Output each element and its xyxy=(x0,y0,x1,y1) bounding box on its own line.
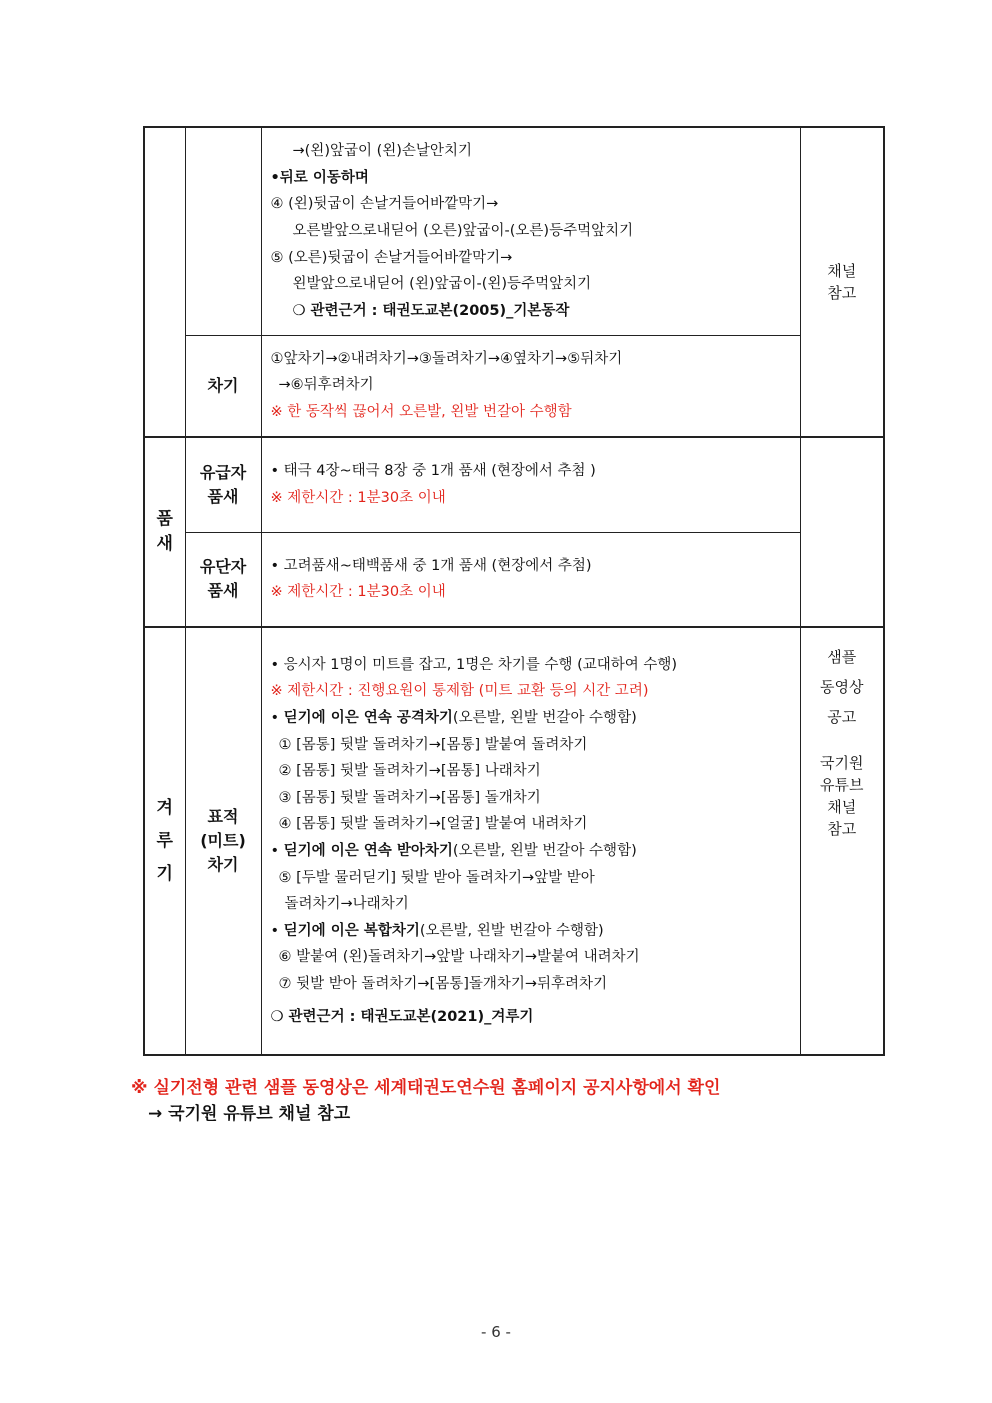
category-char: 기 xyxy=(156,863,173,884)
content-note-line: ※ 제한시간 : 1분30초 이내 xyxy=(270,584,446,601)
content-cell-dan-poomsae xyxy=(261,532,800,627)
reference-line: ❍ 관련근거 : 태권도교본(2021)_겨루기 xyxy=(270,1008,534,1025)
content-heading-line: • 딛기에 이은 연속 받아차기(오른발, 왼발 번갈아 수행함) xyxy=(270,843,637,859)
note-line: 채널 xyxy=(827,262,857,280)
category-char: 품 xyxy=(156,509,173,529)
subcategory-label: 품새 xyxy=(207,581,239,601)
content-line: ③ [몸통] 뒷발 돌려차기→[몸통] 돌개차기 xyxy=(278,789,541,806)
subcategory-dan-poomsae xyxy=(185,532,261,627)
content-line: • 태극 4장~태극 8장 중 1개 품새 (현장에서 추첨 ) xyxy=(270,463,596,480)
note-line: 참고 xyxy=(827,820,857,838)
note-line: 공고 xyxy=(827,708,857,726)
footer-reference: → 국기원 유튜브 채널 참고 xyxy=(148,1104,351,1124)
subcategory-label: (미트) xyxy=(200,831,246,850)
content-note-line: ※ 제한시간 : 진행요원이 통제함 (미트 교환 등의 시간 고려) xyxy=(270,683,649,700)
category-char: 루 xyxy=(156,830,173,851)
note-line: 유튜브 xyxy=(820,776,864,794)
subcategory-label: 차기 xyxy=(207,375,239,395)
category-char: 새 xyxy=(156,534,173,554)
content-line: • 고려품새~태백품새 중 1개 품새 (현장에서 추첨) xyxy=(270,557,592,574)
content-line: ⑤ (오른)뒷굽이 손날거들어바깥막기→ xyxy=(270,249,513,266)
category-poomsae xyxy=(144,437,185,627)
subcategory-label: 유급자 xyxy=(199,462,247,482)
subcategory-kick xyxy=(185,335,261,437)
subcategory-label: 품새 xyxy=(207,486,239,506)
content-line: ① [몸통] 뒷발 돌려차기→[몸통] 발붙여 돌려차기 xyxy=(278,736,588,753)
heading-suffix: (오른발, 왼발 번갈아 수행함) xyxy=(419,922,604,939)
content-line: ⑦ 뒷발 받아 돌려차기→[몸통]돌개차기→뒤후려차기 xyxy=(278,975,608,992)
footer-notice: ※ 실기전형 관련 샘플 동영상은 세계태권도연수원 홈페이지 공지사항에서 확인 xyxy=(131,1078,721,1098)
content-heading-line: • 딛기에 이은 연속 공격차기(오른발, 왼발 번갈아 수행함) xyxy=(270,710,637,727)
content-note-line: ※ 제한시간 : 1분30초 이내 xyxy=(270,489,446,506)
content-line: →(왼)앞굽이 (왼)손날안치기 xyxy=(292,143,472,160)
heading-text: 딛기에 이은 복합차기 xyxy=(283,922,420,939)
content-line: 돌려차기→나래차기 xyxy=(284,896,409,913)
subcategory-cell-empty xyxy=(185,127,261,335)
note-cell-channel xyxy=(800,127,884,437)
note-cell-sample-video xyxy=(800,627,884,1055)
exam-table xyxy=(143,126,885,1056)
subcategory-label: 표적 xyxy=(207,807,239,826)
note-line: 국기원 xyxy=(820,754,864,772)
content-cell-kup-poomsae xyxy=(261,437,800,532)
content-line: •뒤로 이동하며 xyxy=(270,169,369,186)
heading-suffix: (오른발, 왼발 번갈아 수행함) xyxy=(452,710,637,727)
subcategory-label: 차기 xyxy=(207,855,239,874)
note-line: 채널 xyxy=(827,798,857,816)
note-line: 참고 xyxy=(827,284,857,302)
content-line: →⑥뒤후려차기 xyxy=(278,377,374,394)
category-sparring xyxy=(144,627,185,1055)
note-line: 샘플 xyxy=(827,648,857,666)
content-line: ①앞차기→②내려차기→③돌려차기→④옆차기→⑤뒤차기 xyxy=(270,350,623,367)
content-line: ④ [몸통] 뒷발 돌려차기→[얼굴] 발붙여 내려차기 xyxy=(278,816,588,833)
category-char: 겨 xyxy=(156,797,173,818)
subcategory-kup-poomsae xyxy=(185,437,261,532)
note-cell-empty xyxy=(800,437,884,627)
content-line: ⑤ [두발 물러딛기] 뒷발 받아 돌려차기→앞발 받아 xyxy=(278,869,595,886)
content-heading-line: • 딛기에 이은 복합차기(오른발, 왼발 번갈아 수행함) xyxy=(270,922,604,939)
content-note-line: ※ 한 동작씩 끊어서 오른발, 왼발 번갈아 수행함 xyxy=(270,404,572,421)
content-cell-basic-moves xyxy=(261,127,800,335)
subcategory-label: 유단자 xyxy=(199,557,247,577)
page-number: - 6 - xyxy=(481,1323,511,1341)
heading-suffix: (오른발, 왼발 번갈아 수행함) xyxy=(452,843,637,859)
content-line: • 응시자 1명이 미트를 잡고, 1명은 차기를 수행 (교대하여 수행) xyxy=(270,656,678,673)
subcategory-target-kick xyxy=(185,627,261,1055)
content-line: 오른발앞으로내딛어 (오른)앞굽이-(오른)등주먹앞치기 xyxy=(292,222,634,239)
heading-text: 딛기에 이은 연속 공격차기 xyxy=(283,710,453,727)
content-line: 왼발앞으로내딛어 (왼)앞굽이-(왼)등주먹앞치기 xyxy=(292,276,592,293)
content-line: ⑥ 발붙여 (왼)돌려차기→앞발 나래차기→발붙여 내려차기 xyxy=(278,949,640,966)
heading-text: 딛기에 이은 연속 받아차기 xyxy=(283,843,453,859)
note-line: 동영상 xyxy=(820,678,864,696)
content-line: ④ (왼)뒷굽이 손날거들어바깥막기→ xyxy=(270,196,499,213)
content-cell-sparring xyxy=(261,627,800,1055)
content-cell-kick xyxy=(261,335,800,437)
reference-line: ❍ 관련근거 : 태권도교본(2005)_기본동작 xyxy=(292,302,570,319)
content-line: ② [몸통] 뒷발 돌려차기→[몸통] 나래차기 xyxy=(278,763,541,780)
category-cell-empty xyxy=(144,127,185,437)
